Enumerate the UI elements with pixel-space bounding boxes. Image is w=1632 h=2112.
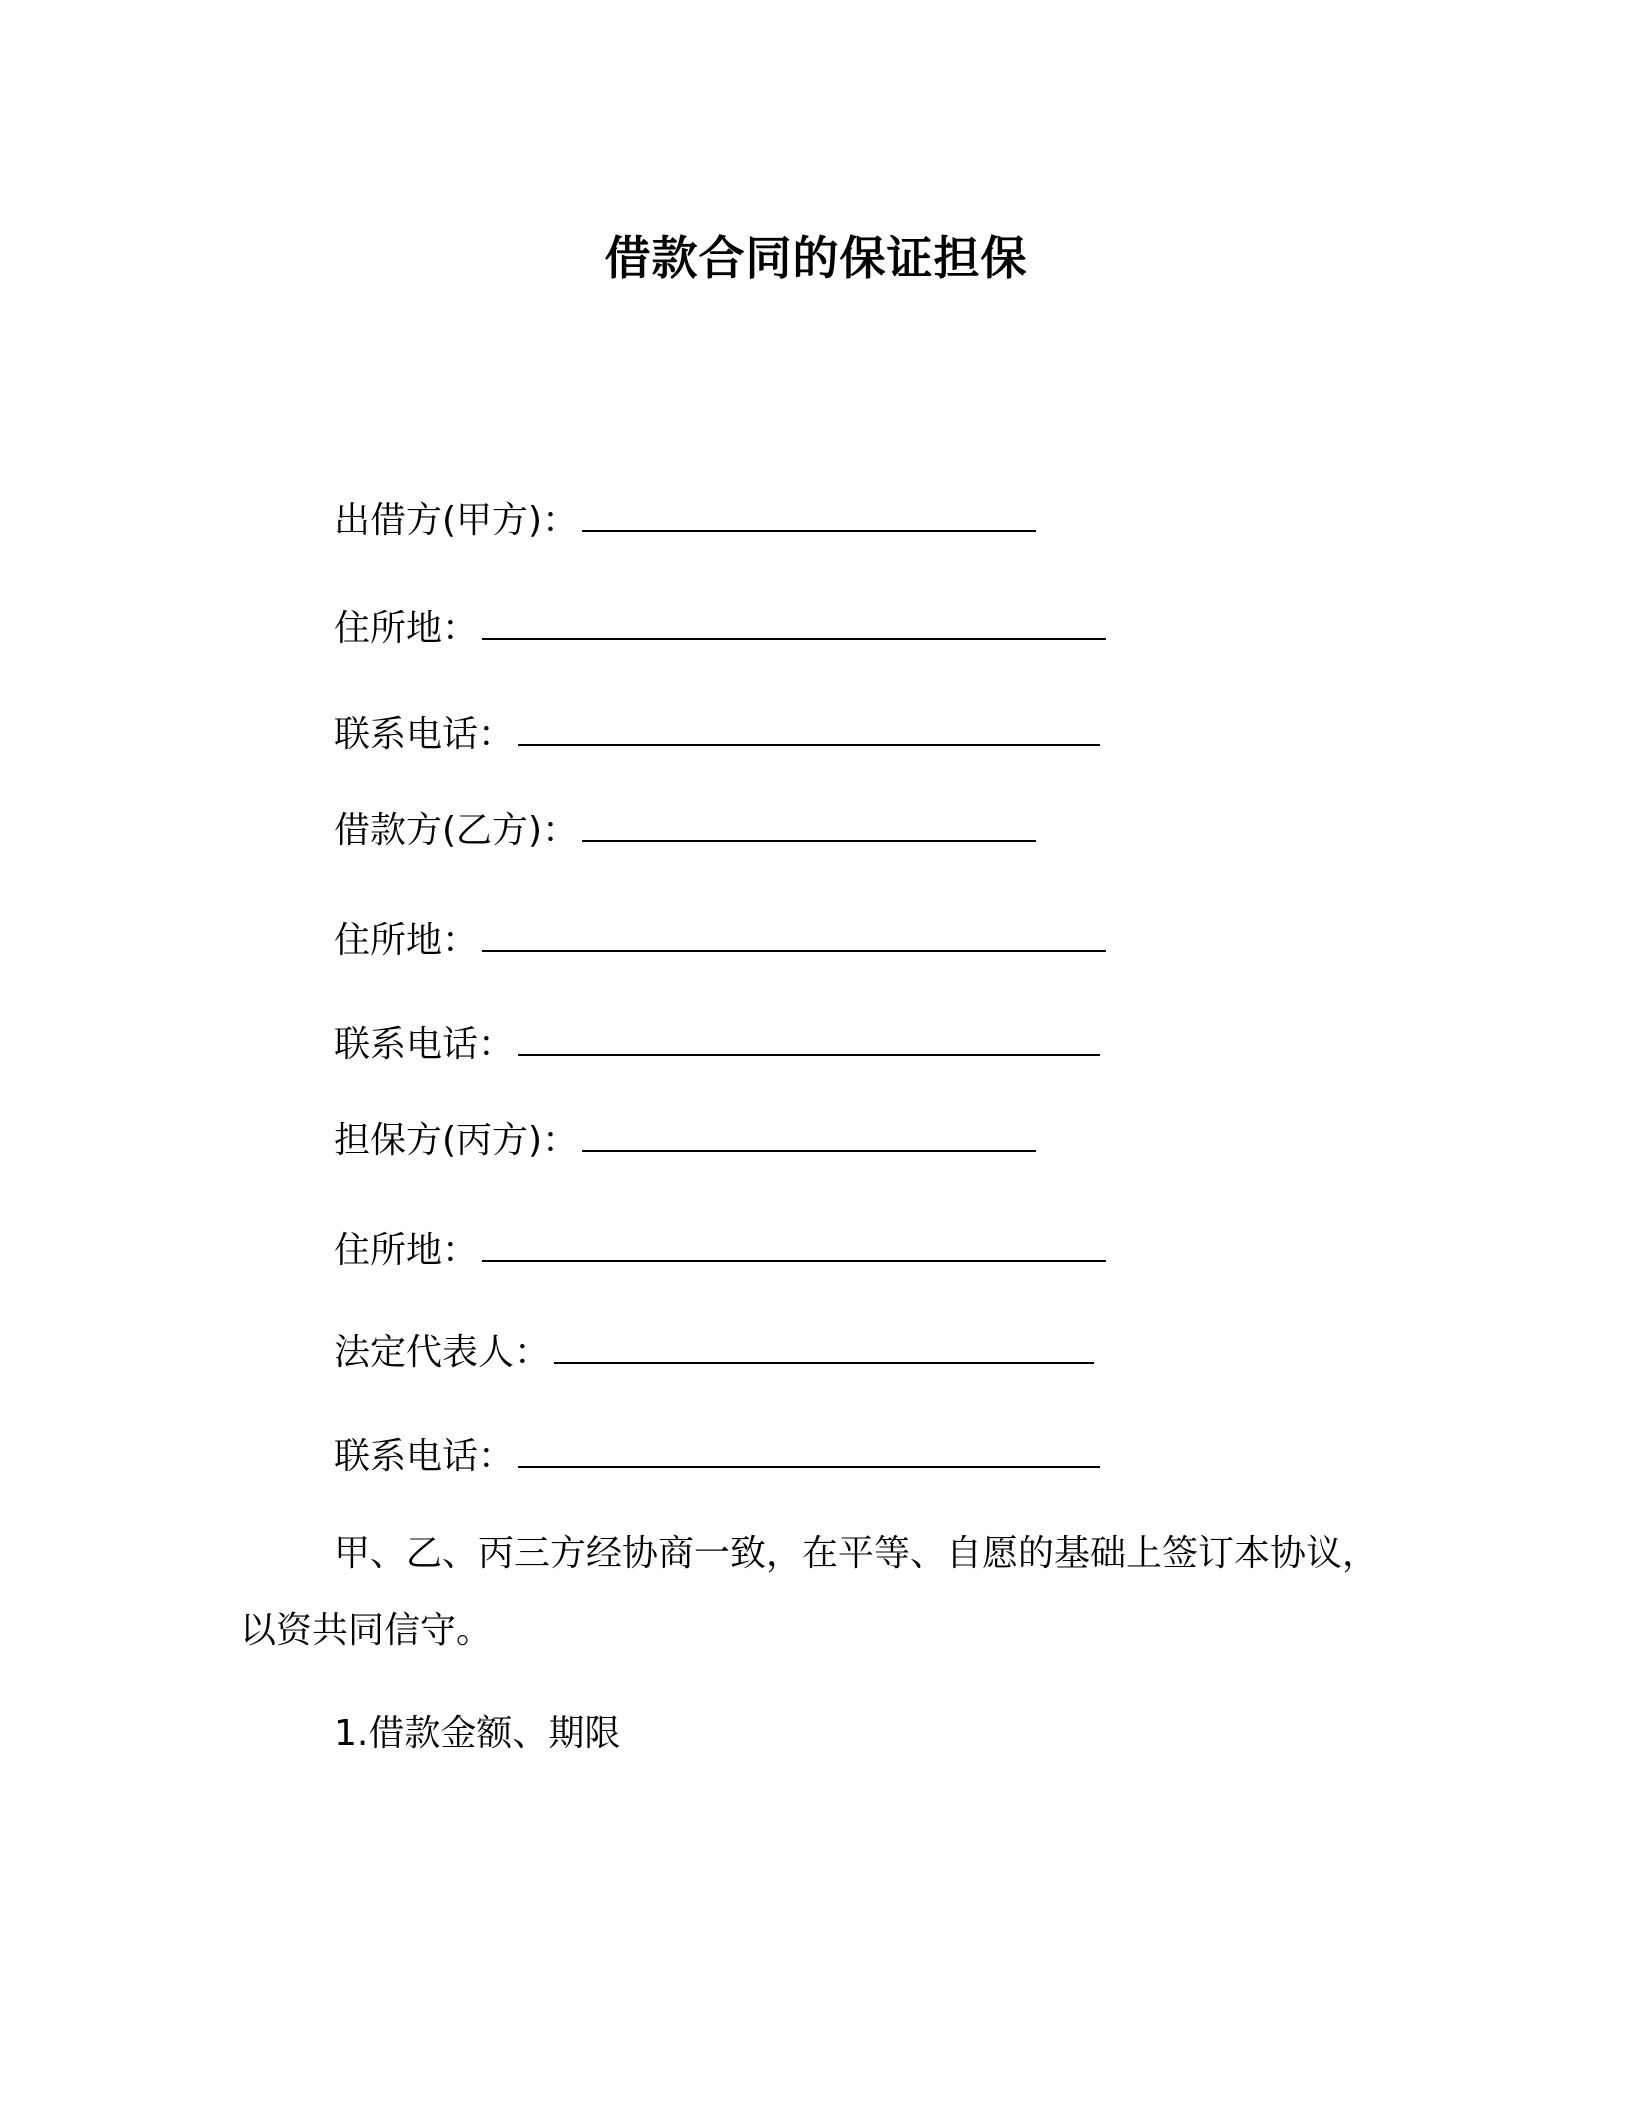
borrower-name-label: 借款方(乙方)： bbox=[334, 810, 579, 851]
borrower-phone-field bbox=[334, 1021, 1100, 1069]
lender-name-blank bbox=[582, 500, 1036, 532]
intro-paragraph-line1: 甲、乙、丙三方经协商一致，在平等、自愿的基础上签订本协议， bbox=[334, 1533, 1379, 1574]
page-title: 借款合同的保证担保 bbox=[604, 231, 1028, 285]
guarantor-name-blank bbox=[582, 1120, 1036, 1152]
section-heading: 1.借款金额、期限 bbox=[334, 1713, 621, 1754]
guarantor-phone-field bbox=[334, 1433, 1100, 1481]
guarantor-name-label: 担保方(丙方)： bbox=[334, 1120, 579, 1161]
lender-address-field bbox=[334, 605, 1106, 653]
borrower-address-blank bbox=[482, 920, 1106, 952]
lender-address-label: 住所地： bbox=[334, 608, 479, 649]
lender-address-blank bbox=[482, 608, 1106, 640]
borrower-phone-blank bbox=[518, 1024, 1100, 1056]
guarantor-address-blank bbox=[482, 1230, 1106, 1262]
lender-phone-field bbox=[334, 711, 1100, 759]
lender-name-field bbox=[334, 497, 1036, 545]
guarantor-phone-blank bbox=[518, 1436, 1100, 1468]
borrower-phone-label: 联系电话： bbox=[334, 1024, 515, 1065]
guarantor-address-field bbox=[334, 1227, 1106, 1275]
guarantor-address-label: 住所地： bbox=[334, 1230, 479, 1271]
legal-representative-label: 法定代表人： bbox=[334, 1332, 551, 1373]
lender-phone-label: 联系电话： bbox=[334, 714, 515, 755]
lender-name-label: 出借方(甲方)： bbox=[334, 500, 579, 541]
guarantor-name-field bbox=[334, 1117, 1036, 1165]
borrower-name-blank bbox=[582, 810, 1036, 842]
lender-phone-blank bbox=[518, 714, 1100, 746]
legal-representative-blank bbox=[554, 1332, 1094, 1364]
borrower-address-field bbox=[334, 917, 1106, 965]
legal-representative-field bbox=[334, 1329, 1094, 1377]
borrower-address-label: 住所地： bbox=[334, 920, 479, 961]
borrower-name-field bbox=[334, 807, 1036, 855]
guarantor-phone-label: 联系电话： bbox=[334, 1436, 515, 1477]
intro-paragraph-line2: 以资共同信守。 bbox=[240, 1610, 493, 1651]
